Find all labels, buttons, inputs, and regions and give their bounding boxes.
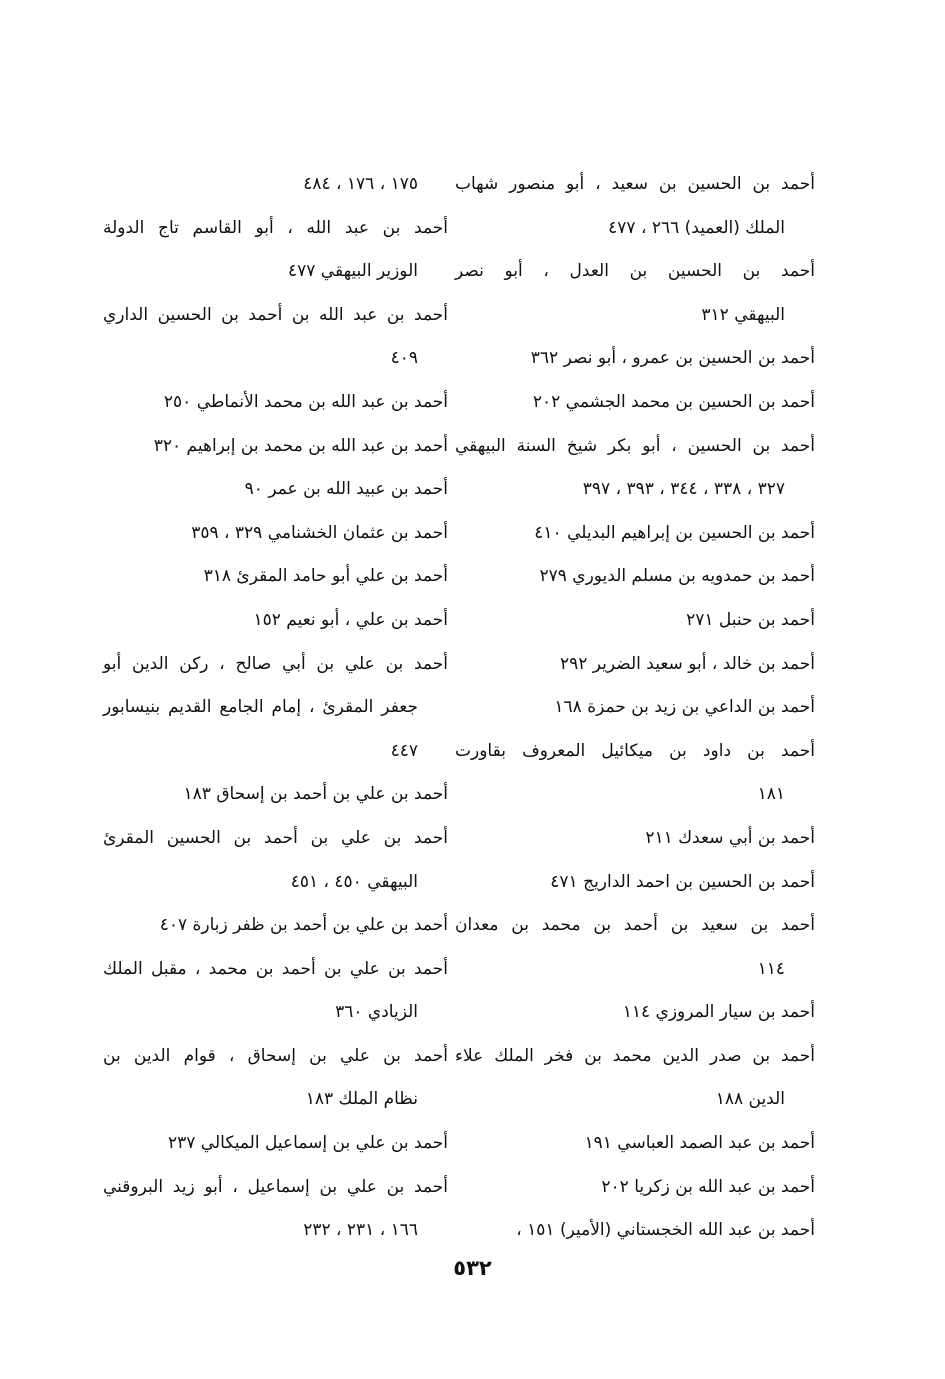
index-entry: أحمد بن عبد الله الخجستاني (الأمير) ١٥١ ،	[516, 1220, 815, 1241]
index-entry: أحمد بن الحسين بن العدل ، أبو نصر	[455, 261, 815, 282]
index-entry: أحمد بن سيار المروزي ١١٤	[622, 1002, 815, 1023]
index-entry: أحمد بن عبد الله ، أبو القاسم تاج الدولة	[103, 217, 448, 238]
index-entry-continuation: نظام الملك ١٨٣	[305, 1089, 418, 1110]
index-entry-continuation: ١١٤	[757, 958, 785, 979]
index-entry: أحمد بن حنبل ٢٧١	[686, 609, 815, 630]
index-entry-continuation: ١٦٦ ، ٢٣١ ، ٢٣٢	[303, 1220, 418, 1241]
index-entry: أحمد بن الحسين بن محمد الجشمي ٢٠٢	[532, 391, 815, 412]
index-entry: أحمد بن عبد الصمد العباسي ١٩١	[584, 1133, 815, 1154]
index-entry-continuation: جعفر المقرئ ، إمام الجامع القديم بنيسابور	[103, 697, 418, 718]
index-entry: أحمد بن أبي سعدك ٢١١	[645, 827, 815, 848]
index-entry-continuation: ١٧٥ ، ١٧٦ ، ٤٨٤	[303, 174, 418, 194]
index-entry: أحمد بن علي بن أحمد بن الحسين المقرئ	[103, 827, 448, 848]
index-entry: أحمد بن علي ، أبو نعيم ١٥٢	[253, 609, 448, 630]
index-entry: أحمد بن عبد الله بن محمد بن إبراهيم ٣٢٠	[153, 435, 448, 456]
index-entry: أحمد بن الداعي بن زيد بن حمزة ١٦٨	[554, 697, 815, 718]
index-entry: أحمد بن علي بن أحمد بن محمد ، مقبل الملك	[103, 958, 448, 979]
index-entry-continuation: الوزير البيهقي ٤٧٧	[288, 261, 418, 282]
index-entry: أحمد بن علي بن إسماعيل الميكالي ٢٣٧	[168, 1133, 448, 1154]
index-entry: أحمد بن علي بن أحمد بن إسحاق ١٨٣	[183, 784, 448, 805]
index-entry: أحمد بن داود بن ميكائيل المعروف بقاورت	[455, 740, 815, 761]
index-entry: أحمد بن عبد الله بن أحمد بن الحسين الداري	[103, 304, 448, 325]
index-entry-continuation: ٣٢٧ ، ٣٣٨ ، ٣٤٤ ، ٣٩٣ ، ٣٩٧	[582, 479, 785, 500]
index-entry: أحمد بن علي بن إسحاق ، قوام الدين بن	[103, 1045, 448, 1066]
index-entry: أحمد بن علي بن إسماعيل ، أبو زيد البروقني	[103, 1176, 448, 1197]
index-entry-continuation: ٤٠٩	[390, 348, 418, 369]
index-entry: أحمد بن الحسين بن عمرو ، أبو نصر ٣٦٢	[530, 348, 815, 369]
page-number: ٥٣٢	[453, 1256, 492, 1280]
index-entry: أحمد بن عثمان الخشنامي ٣٢٩ ، ٣٥٩	[191, 522, 448, 543]
index-entry-continuation: ٤٤٧	[390, 740, 418, 761]
index-entry-continuation: البيهقي ٤٥٠ ، ٤٥١	[290, 871, 418, 892]
index-entry: أحمد بن علي أبو حامد المقرئ ٣١٨	[203, 566, 448, 587]
index-entry: أحمد بن صدر الدين محمد بن فخر الملك علاء	[455, 1045, 815, 1066]
index-entry: أحمد بن عبيد الله بن عمر ٩٠	[244, 479, 448, 500]
index-entry: أحمد بن عبد الله بن زكريا ٢٠٢	[601, 1176, 815, 1197]
index-entry: أحمد بن عبد الله بن محمد الأنماطي ٢٥٠	[163, 391, 448, 412]
index-column-left	[103, 163, 448, 1253]
index-entry: أحمد بن الحسين بن سعيد ، أبو منصور شهاب	[455, 174, 815, 194]
index-entry-continuation: ١٨١	[757, 784, 785, 805]
index-entry-continuation: البيهقي ٣١٢	[701, 304, 785, 325]
index-entry-continuation: الزيادي ٣٦٠	[335, 1002, 418, 1023]
index-entry-continuation: الملك (العميد) ٢٦٦ ، ٤٧٧	[608, 217, 785, 238]
index-entry: أحمد بن حمدويه بن مسلم الديوري ٢٧٩	[539, 566, 815, 587]
index-entry: أحمد بن الحسين ، أبو بكر شيخ السنة البيهقي	[455, 435, 815, 456]
index-entry: أحمد بن الحسين بن إبراهيم البديلي ٤١٠	[534, 522, 815, 543]
index-entry: أحمد بن علي بن أحمد بن ظفر زبارة ٤٠٧	[159, 915, 448, 936]
index-entry: أحمد بن خالد ، أبو سعيد الضرير ٢٩٢	[559, 653, 815, 674]
index-entry-continuation: الدين ١٨٨	[715, 1089, 785, 1110]
index-column-right	[455, 163, 815, 1253]
index-entry: أحمد بن علي بن أبي صالح ، ركن الدين أبو	[103, 653, 448, 674]
index-entry: أحمد بن الحسين بن احمد الداريج ٤٧١	[550, 871, 815, 892]
index-entry: أحمد بن سعيد بن أحمد بن محمد بن معدان	[455, 915, 815, 936]
